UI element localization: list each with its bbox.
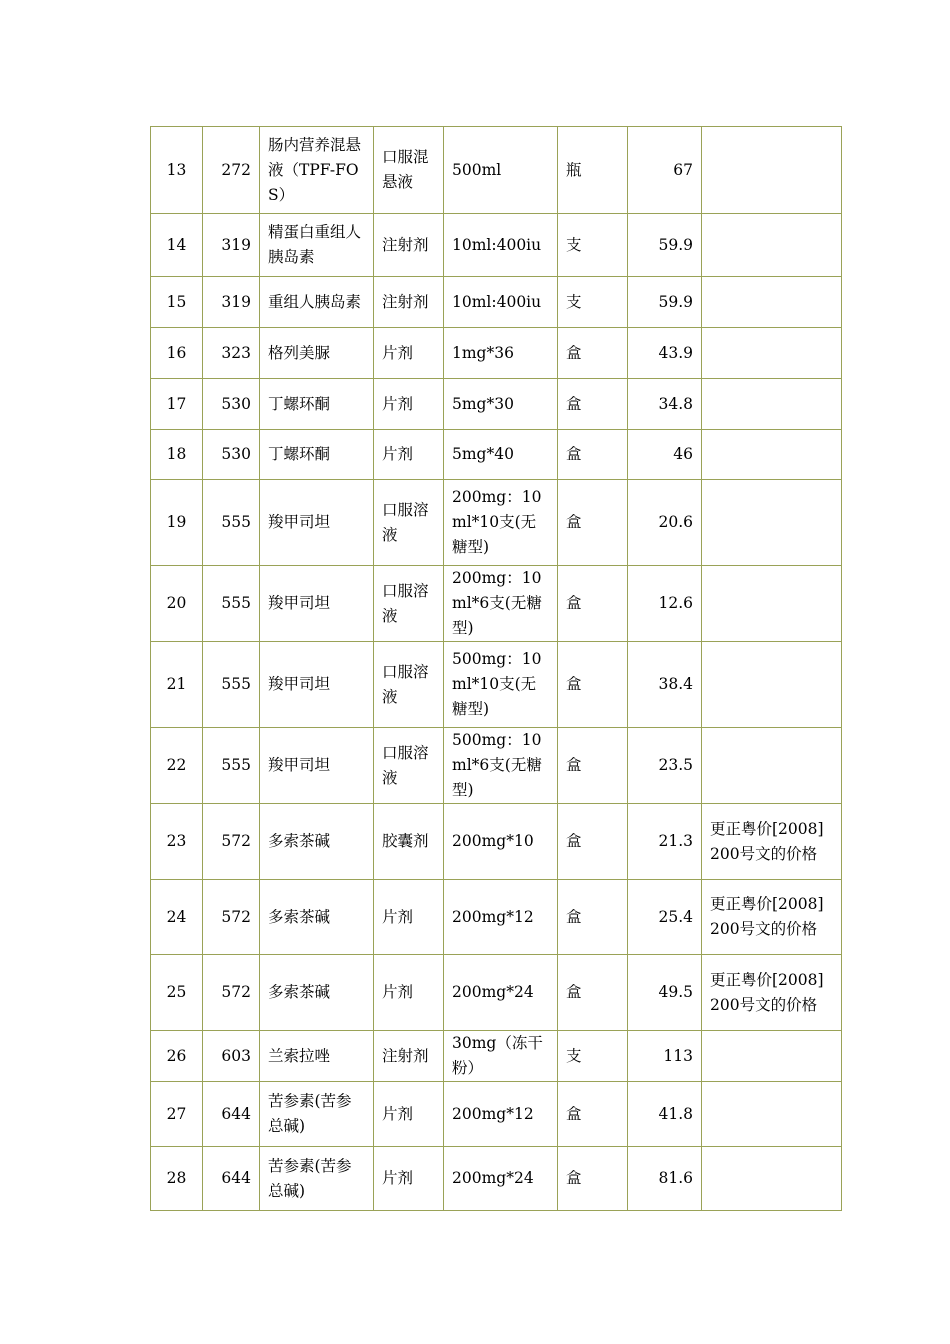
cell-price: 46: [628, 430, 702, 480]
cell-price: 25.4: [628, 880, 702, 955]
cell-price: 21.3: [628, 804, 702, 880]
cell-seq: 21: [151, 642, 203, 728]
cell-drug-name: 肠内营养混悬液（TPF-FOS）: [260, 127, 374, 214]
cell-code: 555: [203, 728, 260, 804]
cell-dosage-form: 片剂: [374, 955, 444, 1031]
table-row: [151, 804, 842, 880]
cell-specification: 5mg*30: [444, 379, 558, 430]
cell-unit: 支: [558, 1031, 628, 1082]
table-row: [151, 277, 842, 328]
table-row: [151, 728, 842, 804]
cell-specification: 200mg*12: [444, 1082, 558, 1147]
table-row: [151, 642, 842, 728]
table-row: [151, 379, 842, 430]
cell-dosage-form: 片剂: [374, 379, 444, 430]
cell-note: [702, 430, 842, 480]
cell-note: 更正粤价[2008]200号文的价格: [702, 955, 842, 1031]
cell-unit: 盒: [558, 1147, 628, 1211]
cell-drug-name: 精蛋白重组人胰岛素: [260, 214, 374, 277]
cell-seq: 16: [151, 328, 203, 379]
cell-specification: 500ml: [444, 127, 558, 214]
table-row: [151, 955, 842, 1031]
cell-code: 572: [203, 955, 260, 1031]
cell-note: [702, 566, 842, 642]
cell-code: 644: [203, 1147, 260, 1211]
cell-dosage-form: 片剂: [374, 1147, 444, 1211]
cell-code: 644: [203, 1082, 260, 1147]
cell-price: 38.4: [628, 642, 702, 728]
cell-dosage-form: 注射剂: [374, 1031, 444, 1082]
cell-note: [702, 277, 842, 328]
cell-dosage-form: 片剂: [374, 880, 444, 955]
cell-code: 530: [203, 379, 260, 430]
cell-specification: 500mg：10ml*6支(无糖型): [444, 728, 558, 804]
table-row: [151, 214, 842, 277]
cell-drug-name: 多索茶碱: [260, 880, 374, 955]
cell-drug-name: 苦参素(苦参总碱): [260, 1082, 374, 1147]
cell-drug-name: 苦参素(苦参总碱): [260, 1147, 374, 1211]
cell-unit: 盒: [558, 430, 628, 480]
cell-code: 530: [203, 430, 260, 480]
cell-seq: 14: [151, 214, 203, 277]
cell-dosage-form: 片剂: [374, 328, 444, 379]
cell-specification: 200mg：10ml*10支(无糖型): [444, 480, 558, 566]
cell-code: 572: [203, 804, 260, 880]
cell-price: 34.8: [628, 379, 702, 430]
cell-specification: 200mg*24: [444, 1147, 558, 1211]
cell-drug-name: 羧甲司坦: [260, 566, 374, 642]
cell-seq: 23: [151, 804, 203, 880]
cell-dosage-form: 口服溶液: [374, 480, 444, 566]
cell-price: 113: [628, 1031, 702, 1082]
cell-price: 59.9: [628, 214, 702, 277]
cell-dosage-form: 口服混悬液: [374, 127, 444, 214]
cell-code: 319: [203, 214, 260, 277]
cell-price: 23.5: [628, 728, 702, 804]
cell-note: [702, 480, 842, 566]
cell-note: [702, 1147, 842, 1211]
cell-code: 323: [203, 328, 260, 379]
table-row: [151, 1147, 842, 1211]
cell-specification: 30mg（冻干粉）: [444, 1031, 558, 1082]
cell-dosage-form: 片剂: [374, 430, 444, 480]
cell-dosage-form: 口服溶液: [374, 566, 444, 642]
cell-drug-name: 羧甲司坦: [260, 642, 374, 728]
cell-dosage-form: 注射剂: [374, 214, 444, 277]
cell-unit: 盒: [558, 480, 628, 566]
cell-price: 81.6: [628, 1147, 702, 1211]
cell-specification: 10ml:400iu: [444, 277, 558, 328]
cell-dosage-form: 片剂: [374, 1082, 444, 1147]
cell-note: [702, 379, 842, 430]
cell-seq: 28: [151, 1147, 203, 1211]
cell-unit: 支: [558, 277, 628, 328]
cell-dosage-form: 口服溶液: [374, 728, 444, 804]
cell-specification: 1mg*36: [444, 328, 558, 379]
table-row: [151, 328, 842, 379]
cell-drug-name: 羧甲司坦: [260, 728, 374, 804]
cell-specification: 200mg*24: [444, 955, 558, 1031]
cell-note: [702, 214, 842, 277]
cell-code: 572: [203, 880, 260, 955]
table-row: [151, 1031, 842, 1082]
cell-specification: 200mg*12: [444, 880, 558, 955]
cell-specification: 200mg：10ml*6支(无糖型): [444, 566, 558, 642]
cell-seq: 20: [151, 566, 203, 642]
cell-unit: 盒: [558, 566, 628, 642]
cell-price: 49.5: [628, 955, 702, 1031]
cell-note: [702, 127, 842, 214]
table-row: [151, 566, 842, 642]
cell-note: [702, 1031, 842, 1082]
cell-unit: 瓶: [558, 127, 628, 214]
cell-seq: 25: [151, 955, 203, 1031]
cell-price: 12.6: [628, 566, 702, 642]
cell-code: 555: [203, 480, 260, 566]
cell-price: 41.8: [628, 1082, 702, 1147]
table-row: [151, 480, 842, 566]
cell-specification: 5mg*40: [444, 430, 558, 480]
cell-seq: 19: [151, 480, 203, 566]
cell-drug-name: 丁螺环酮: [260, 430, 374, 480]
cell-code: 555: [203, 566, 260, 642]
cell-seq: 22: [151, 728, 203, 804]
cell-specification: 200mg*10: [444, 804, 558, 880]
cell-note: 更正粤价[2008]200号文的价格: [702, 804, 842, 880]
cell-seq: 18: [151, 430, 203, 480]
table-row: [151, 127, 842, 214]
cell-drug-name: 格列美脲: [260, 328, 374, 379]
cell-unit: 盒: [558, 1082, 628, 1147]
cell-dosage-form: 注射剂: [374, 277, 444, 328]
drug-price-table: [150, 126, 842, 1211]
cell-drug-name: 多索茶碱: [260, 955, 374, 1031]
cell-note: [702, 328, 842, 379]
cell-code: 319: [203, 277, 260, 328]
table-body: [151, 127, 842, 1211]
cell-unit: 盒: [558, 804, 628, 880]
cell-note: [702, 1082, 842, 1147]
cell-seq: 15: [151, 277, 203, 328]
cell-price: 67: [628, 127, 702, 214]
cell-seq: 26: [151, 1031, 203, 1082]
cell-code: 555: [203, 642, 260, 728]
cell-drug-name: 羧甲司坦: [260, 480, 374, 566]
cell-dosage-form: 胶囊剂: [374, 804, 444, 880]
cell-note: 更正粤价[2008]200号文的价格: [702, 880, 842, 955]
cell-seq: 13: [151, 127, 203, 214]
cell-specification: 10ml:400iu: [444, 214, 558, 277]
cell-code: 603: [203, 1031, 260, 1082]
cell-seq: 24: [151, 880, 203, 955]
cell-price: 43.9: [628, 328, 702, 379]
cell-drug-name: 兰索拉唑: [260, 1031, 374, 1082]
cell-price: 20.6: [628, 480, 702, 566]
cell-unit: 盒: [558, 880, 628, 955]
cell-note: [702, 728, 842, 804]
cell-note: [702, 642, 842, 728]
table-row: [151, 880, 842, 955]
cell-price: 59.9: [628, 277, 702, 328]
table-row: [151, 1082, 842, 1147]
cell-unit: 盒: [558, 728, 628, 804]
cell-seq: 27: [151, 1082, 203, 1147]
cell-dosage-form: 口服溶液: [374, 642, 444, 728]
cell-drug-name: 丁螺环酮: [260, 379, 374, 430]
cell-drug-name: 多索茶碱: [260, 804, 374, 880]
cell-unit: 盒: [558, 642, 628, 728]
cell-specification: 500mg：10ml*10支(无糖型): [444, 642, 558, 728]
table-row: [151, 430, 842, 480]
cell-unit: 盒: [558, 955, 628, 1031]
cell-drug-name: 重组人胰岛素: [260, 277, 374, 328]
cell-unit: 盒: [558, 379, 628, 430]
cell-seq: 17: [151, 379, 203, 430]
cell-code: 272: [203, 127, 260, 214]
cell-unit: 盒: [558, 328, 628, 379]
cell-unit: 支: [558, 214, 628, 277]
